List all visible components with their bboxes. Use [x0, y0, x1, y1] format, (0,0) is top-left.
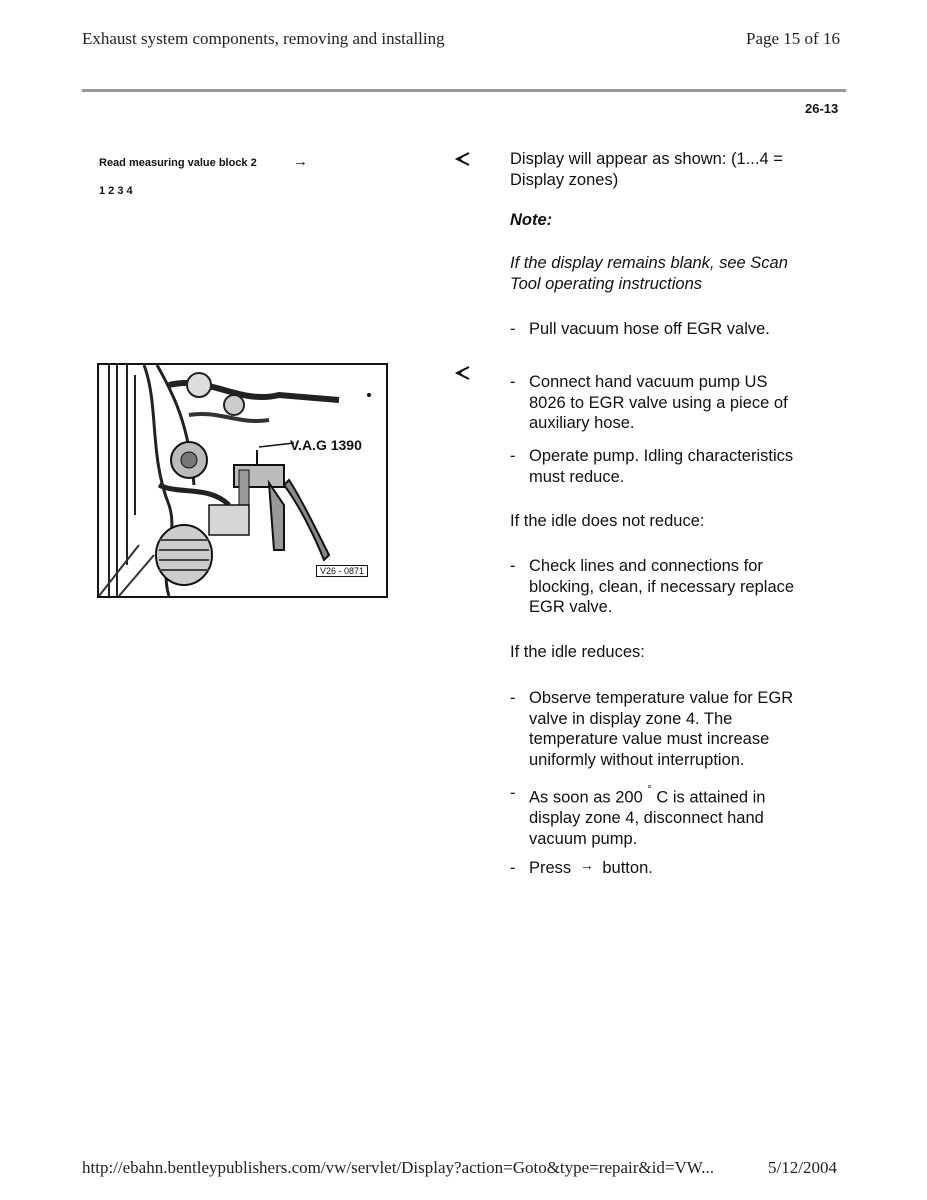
display-description — [510, 149, 830, 190]
text-line: Operate pump. Idling characteristics — [529, 447, 794, 465]
text-line: Check lines and connections for — [529, 557, 763, 575]
text-line: 8026 to EGR valve using a piece of — [529, 393, 788, 412]
degree-symbol: ° — [647, 784, 652, 796]
arrow-right-icon: → — [293, 153, 308, 170]
display-zones: 1 2 3 4 — [99, 185, 133, 197]
egr-vacuum-pump-figure — [97, 363, 388, 598]
bullet-dash: - — [510, 320, 516, 338]
list-item — [510, 446, 793, 487]
text-line: must reduce. — [529, 467, 625, 486]
arrow-right-icon: → — [579, 857, 594, 873]
text-line: blocking, clean, if necessary replace — [529, 577, 795, 596]
pointer-left-icon — [455, 152, 471, 166]
print-date: 5/12/2004 — [768, 1158, 837, 1177]
text-line: uniformly without interruption. — [529, 750, 745, 769]
text-line — [529, 783, 766, 808]
tool-label: V.A.G 1390 — [290, 437, 362, 453]
text-line: EGR valve. — [529, 598, 613, 616]
bullet-dash: - — [510, 373, 516, 391]
document-title: Exhaust system components, removing and installing — [82, 29, 445, 48]
text-line: auxiliary hose. — [529, 414, 635, 432]
header-divider — [82, 89, 846, 92]
section-page-number: 26-13 — [805, 101, 839, 116]
page-counter: Page 15 of 16 — [746, 29, 840, 48]
list-item — [510, 858, 653, 879]
text-line: Display zones) — [510, 170, 619, 189]
note-heading: Note: — [510, 211, 553, 229]
source-url: http://ebahn.bentleypublishers.com/vw/servlet/Display?action=Goto&type=repair&id=VW... — [82, 1158, 714, 1177]
pointer-left-icon — [455, 366, 471, 380]
display-block-title: Read measuring value block 2 — [99, 157, 257, 169]
bullet-dash: - — [510, 784, 516, 802]
list-item — [510, 688, 793, 770]
text-line: valve in display zone 4. The — [529, 709, 733, 728]
text-fragment: As soon as 200 — [529, 788, 643, 807]
list-item — [510, 319, 770, 340]
note-text — [510, 253, 830, 294]
text-line: Connect hand vacuum pump US — [529, 373, 768, 391]
list-item — [510, 372, 788, 434]
condition-text: If the idle does not reduce: — [510, 512, 705, 530]
text-line: display zone 4, disconnect hand — [529, 809, 764, 827]
text-line: Tool operating instructions — [510, 274, 703, 293]
text-line: Observe temperature value for EGR — [529, 689, 794, 707]
text-line: vacuum pump. — [529, 829, 638, 848]
figure-code: V26 - 0871 — [316, 565, 368, 577]
list-item — [510, 783, 766, 849]
text-fragment: button. — [602, 859, 653, 877]
bullet-dash: - — [510, 859, 516, 877]
bullet-dash: - — [510, 557, 516, 575]
text-fragment: Press — [529, 859, 572, 877]
bullet-dash: - — [510, 689, 516, 707]
text-line: Display will appear as shown: (1...4 = — [510, 150, 783, 168]
bullet-dash: - — [510, 447, 516, 465]
list-item — [510, 556, 794, 618]
text-line: Pull vacuum hose off EGR valve. — [529, 320, 770, 338]
engine-illustration — [99, 365, 386, 596]
text-fragment: C is attained in — [656, 788, 766, 807]
text-line: If the display remains blank, see Scan — [510, 254, 788, 272]
condition-text: If the idle reduces: — [510, 643, 645, 661]
text-line: temperature value must increase — [529, 730, 770, 748]
